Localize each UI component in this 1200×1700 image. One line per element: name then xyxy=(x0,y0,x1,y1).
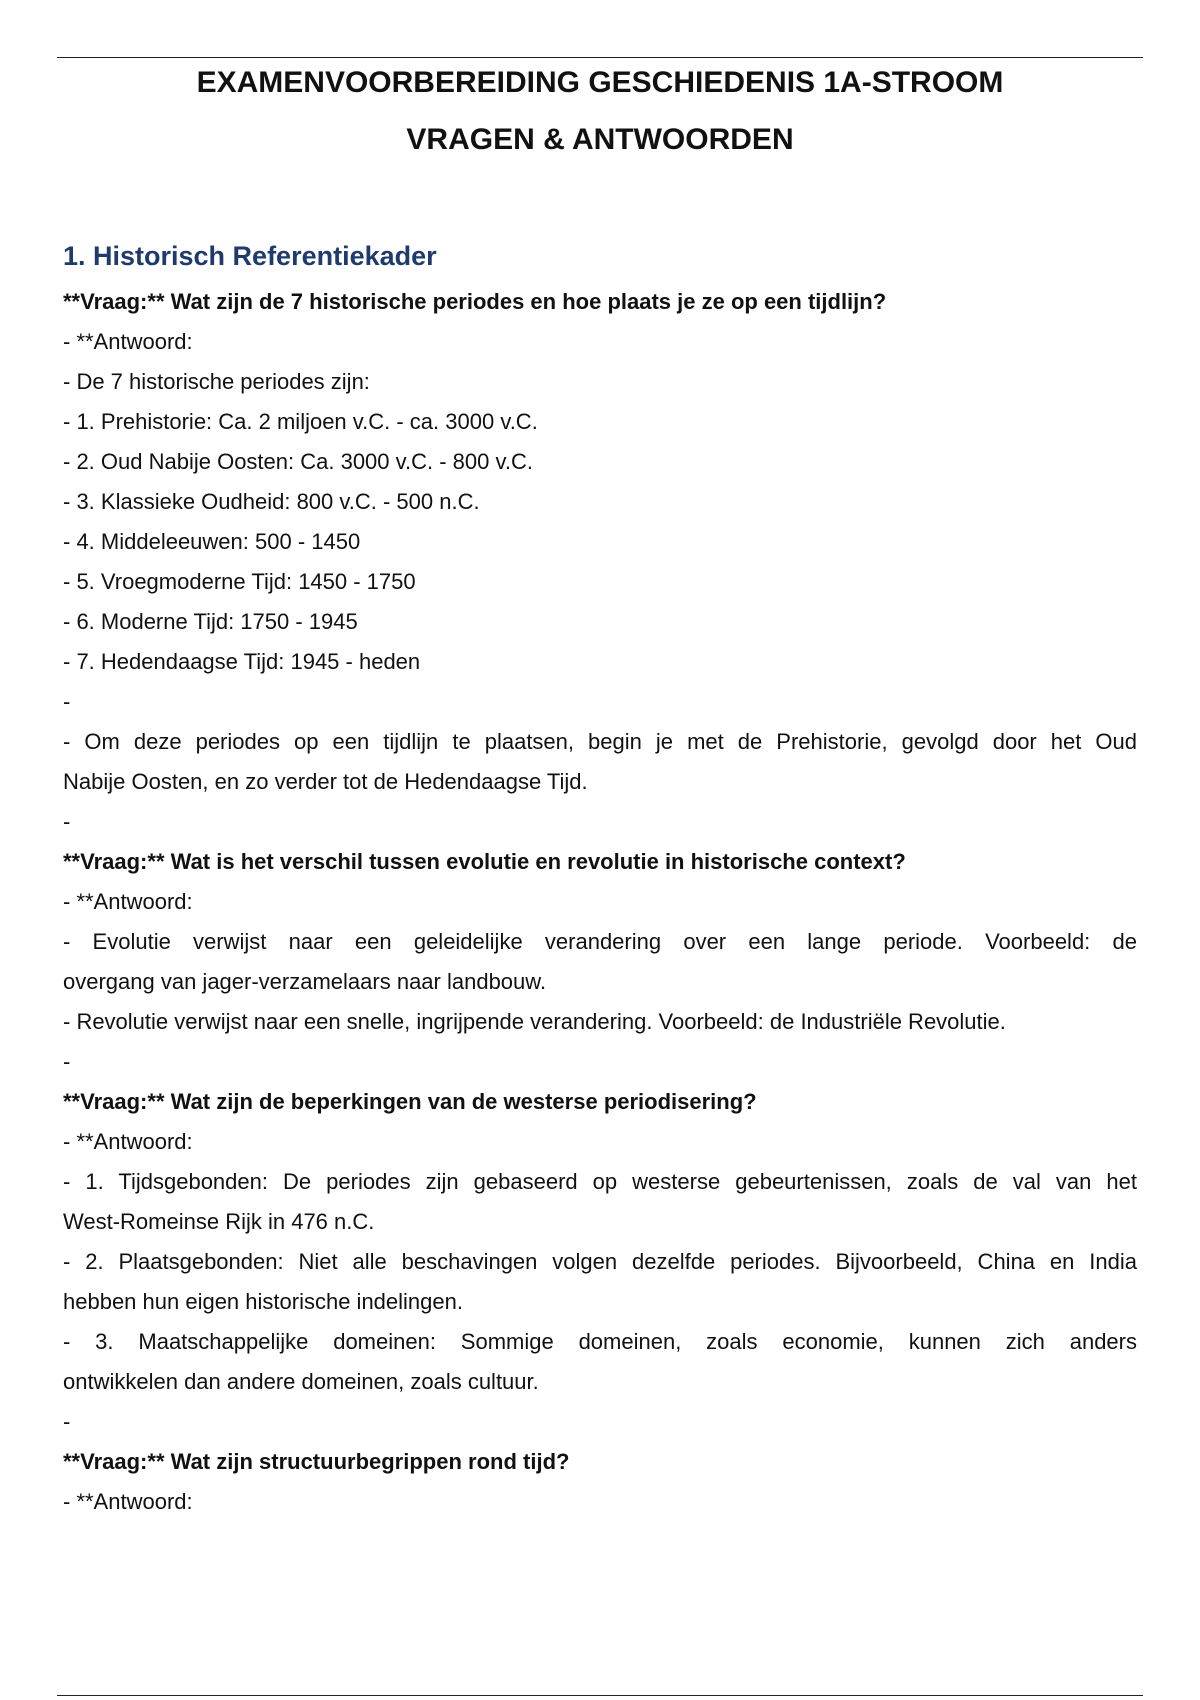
document-subtitle: VRAGEN & ANTWOORDEN xyxy=(406,123,794,156)
separator-dash: - xyxy=(63,1049,71,1074)
question-line: **Vraag:** Wat zijn de beperkingen van de westerse periodisering? xyxy=(63,1089,757,1114)
answer-line: overgang van jager-verzamelaars naar landbouw. xyxy=(63,969,547,994)
answer-line: - Revolutie verwijst naar een snelle, ingrijpende verandering. Voorbeeld: de Industriële Revolutie. xyxy=(63,1009,1006,1034)
separator-dash: - xyxy=(63,809,71,834)
separator-dash: - xyxy=(63,1409,71,1434)
period-item: - 5. Vroegmoderne Tijd: 1450 - 1750 xyxy=(63,569,416,594)
period-item: - 1. Prehistorie: Ca. 2 miljoen v.C. - ca. 3000 v.C. xyxy=(63,409,538,434)
answer-label: - **Antwoord: xyxy=(63,1489,193,1514)
answer-label: - **Antwoord: xyxy=(63,329,193,354)
bottom-rule xyxy=(57,1695,1143,1696)
period-item: - 6. Moderne Tijd: 1750 - 1945 xyxy=(63,609,358,634)
question-line: **Vraag:** Wat is het verschil tussen evolutie en revolutie in historische context? xyxy=(63,849,906,874)
separator-dash: - xyxy=(63,689,71,714)
answer-line: - De 7 historische periodes zijn: xyxy=(63,369,370,394)
answer-line: hebben hun eigen historische indelingen. xyxy=(63,1289,463,1314)
document-title: EXAMENVOORBEREIDING GESCHIEDENIS 1A-STROOM xyxy=(196,66,1004,99)
answer-line: - Evolutie verwijst naar een geleidelijke verandering over een lange periode. Voorbeeld: de xyxy=(63,929,1137,954)
question-line: **Vraag:** Wat zijn de 7 historische periodes en hoe plaats je ze op een tijdlijn? xyxy=(63,289,887,314)
period-item: - 7. Hedendaagse Tijd: 1945 - heden xyxy=(63,649,421,674)
top-rule xyxy=(57,57,1143,58)
period-item: - 4. Middeleeuwen: 500 - 1450 xyxy=(63,529,361,554)
question-line: **Vraag:** Wat zijn structuurbegrippen rond tijd? xyxy=(63,1449,570,1474)
answer-line: - Om deze periodes op een tijdlijn te plaatsen, begin je met de Prehistorie, gevolgd door het Oud xyxy=(63,729,1137,754)
section-heading: 1. Historisch Referentiekader xyxy=(63,241,437,271)
answer-label: - **Antwoord: xyxy=(63,889,193,914)
answer-line: ontwikkelen dan andere domeinen, zoals cultuur. xyxy=(63,1369,539,1394)
period-item: - 3. Klassieke Oudheid: 800 v.C. - 500 n.C. xyxy=(63,489,480,514)
answer-line: Nabije Oosten, en zo verder tot de Hedendaagse Tijd. xyxy=(63,769,588,794)
answer-line: - 3. Maatschappelijke domeinen: Sommige domeinen, zoals economie, kunnen zich anders xyxy=(63,1329,1137,1354)
answer-label: - **Antwoord: xyxy=(63,1129,193,1154)
answer-line: - 2. Plaatsgebonden: Niet alle beschavingen volgen dezelfde periodes. Bijvoorbeeld, China en India xyxy=(63,1249,1137,1274)
answer-line: - 1. Tijdsgebonden: De periodes zijn gebaseerd op westerse gebeurtenissen, zoals de val van het xyxy=(63,1169,1137,1194)
answer-line: West-Romeinse Rijk in 476 n.C. xyxy=(63,1209,375,1234)
document-body xyxy=(63,236,1137,1522)
period-item: - 2. Oud Nabije Oosten: Ca. 3000 v.C. - 800 v.C. xyxy=(63,449,533,474)
